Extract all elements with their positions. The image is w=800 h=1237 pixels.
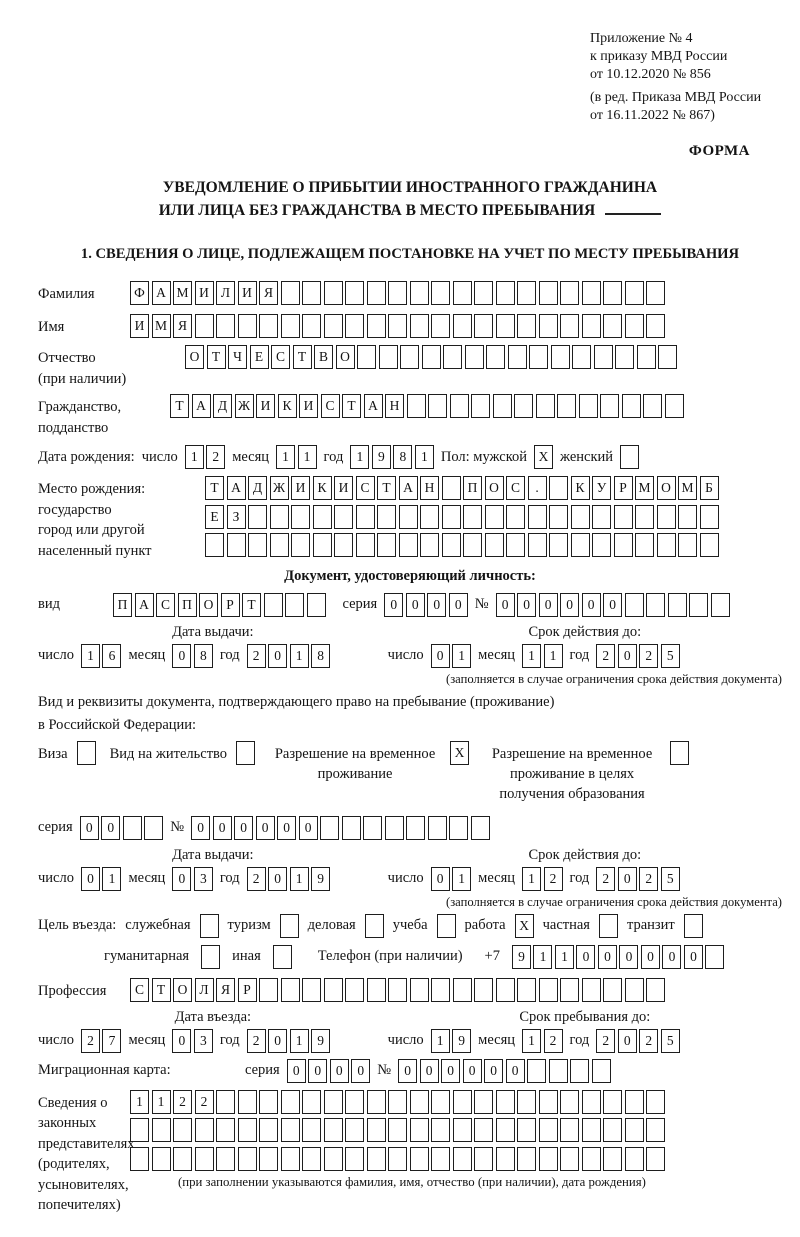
purpose-tourism-label: туризм xyxy=(227,917,271,933)
year-label: год xyxy=(569,647,590,663)
day-label: число xyxy=(387,647,424,663)
purpose-humanitarian-checkbox[interactable] xyxy=(201,945,220,969)
regulation-reference xyxy=(590,30,800,125)
identity-doc-row xyxy=(38,591,782,619)
regulation-line: (в ред. Приказа МВД России xyxy=(590,90,762,105)
doc-issue-year-input[interactable]: 2 0 1 8 xyxy=(247,644,331,668)
identity-doc-dates xyxy=(38,624,782,687)
temp-residence-label: Разрешение на временное проживание xyxy=(274,745,436,782)
purpose-work-label: работа xyxy=(464,917,506,933)
stay-until-heading: Срок пребывания до: xyxy=(519,1008,651,1025)
permit-issue-year-input[interactable]: 2 0 1 9 xyxy=(247,867,331,891)
doc-valid-month-input[interactable]: 1 1 xyxy=(522,644,563,668)
sex-female-label: женский xyxy=(560,448,614,465)
number-label: № xyxy=(474,596,489,612)
purpose-private-checkbox[interactable] xyxy=(599,914,618,938)
residence-permit-checkbox[interactable] xyxy=(236,741,255,765)
profession-input[interactable]: С Т О Л Я Р xyxy=(130,978,665,1002)
number-label: № xyxy=(377,1062,392,1078)
residence-permit-option xyxy=(110,741,255,765)
stay-until-block xyxy=(388,1009,782,1053)
birth-place-row1-input[interactable]: Т А Д Ж И К И С Т А Н П О С . К У Р М О М Б xyxy=(205,476,719,500)
temp-residence-option xyxy=(269,741,469,784)
permit-series-input[interactable]: 0 0 xyxy=(80,816,164,840)
purpose-study-checkbox[interactable] xyxy=(437,914,456,938)
purpose-other-checkbox[interactable] xyxy=(273,945,292,969)
profession-row xyxy=(38,976,782,1004)
permit-issue-month-input[interactable]: 0 3 xyxy=(172,867,213,891)
visa-label: Виза xyxy=(38,745,68,762)
entry-day-input[interactable]: 2 7 xyxy=(81,1029,122,1053)
number-label: № xyxy=(170,819,185,835)
temp-residence-checkbox[interactable]: X xyxy=(450,741,469,765)
title-underline xyxy=(605,201,661,215)
representatives-inputs xyxy=(130,1090,665,1191)
section-1-heading: 1. СВЕДЕНИЯ О ЛИЦЕ, ПОДЛЕЖАЩЕМ ПОСТАНОВКЕ НА УЧЕТ ПО МЕСТУ ПРЕБЫВАНИЯ xyxy=(80,246,740,262)
entry-purpose-row xyxy=(38,914,782,938)
birth-year-input[interactable]: 1 9 8 1 xyxy=(350,445,434,469)
stay-day-input[interactable]: 1 9 xyxy=(431,1029,472,1053)
purpose-tourism-checkbox[interactable] xyxy=(280,914,299,938)
residence-permit-label: Вид на жительство xyxy=(109,745,228,762)
visa-option xyxy=(38,741,96,765)
entry-year-input[interactable]: 2 0 1 9 xyxy=(247,1029,331,1053)
title-line-2: ИЛИ ЛИЦА БЕЗ ГРАЖДАНСТВА В МЕСТО ПРЕБЫВАНИЯ xyxy=(38,199,782,222)
year-label: год xyxy=(219,1032,240,1048)
day-label: число xyxy=(38,870,74,886)
permit-valid-day-input[interactable]: 0 1 xyxy=(431,867,472,891)
name-row xyxy=(38,312,782,340)
permit-valid-block xyxy=(388,847,782,910)
citizenship-label: Гражданство, подданство xyxy=(38,399,122,436)
doc-type-input[interactable]: П А С П О Р Т xyxy=(113,593,326,617)
temp-residence-education-checkbox[interactable] xyxy=(670,741,689,765)
purpose-transit-label: транзит xyxy=(626,917,675,933)
visa-checkbox[interactable] xyxy=(77,741,96,765)
regulation-line: от 10.12.2020 № 856 xyxy=(590,67,711,82)
phone-label: Телефон (при наличии) xyxy=(317,948,463,964)
profession-label: Профессия xyxy=(38,982,107,999)
surname-input[interactable]: Ф А М И Л И Я xyxy=(130,281,665,305)
entry-date-heading: Дата въезда: xyxy=(174,1008,252,1025)
series-label: серия xyxy=(245,1062,280,1078)
representatives-row1-input[interactable]: 1 1 2 2 xyxy=(130,1090,665,1114)
birth-place-inputs xyxy=(205,476,719,562)
month-label: месяц xyxy=(478,1032,515,1048)
migration-card-label: Миграционная карта: xyxy=(38,1062,171,1078)
patronymic-row xyxy=(38,345,782,389)
purpose-humanitarian-label: гуманитарная xyxy=(104,948,190,964)
stay-year-input[interactable]: 2 0 2 5 xyxy=(596,1029,680,1053)
year-label: год xyxy=(323,448,344,465)
birth-day-input[interactable]: 1 2 xyxy=(185,445,226,469)
migration-card-row xyxy=(38,1057,782,1085)
doc-issue-month-input[interactable]: 0 8 xyxy=(172,644,213,668)
phone-input[interactable]: 9 1 1 0 0 0 0 0 0 xyxy=(512,945,725,969)
birth-date-label: Дата рождения: xyxy=(38,448,135,465)
representatives-row2-input[interactable] xyxy=(130,1118,665,1142)
name-input[interactable]: И М Я xyxy=(130,314,665,338)
month-label: месяц xyxy=(128,1032,166,1048)
purpose-study-label: учеба xyxy=(392,917,428,933)
doc-series-input[interactable]: 0 0 0 0 xyxy=(384,593,468,617)
purpose-official-label: служебная xyxy=(125,917,191,933)
doc-issue-day-input[interactable]: 1 6 xyxy=(81,644,122,668)
identity-doc-heading: Документ, удостоверяющий личность: xyxy=(284,567,536,584)
birth-place-row xyxy=(38,476,782,562)
doc-valid-block xyxy=(388,624,782,687)
sex-male-checkbox[interactable]: X xyxy=(534,445,553,469)
month-label: месяц xyxy=(478,647,515,663)
day-label: число xyxy=(387,870,424,886)
day-label: число xyxy=(387,1032,424,1048)
birth-month-input[interactable]: 1 1 xyxy=(276,445,317,469)
patronymic-label: Отчество (при наличии) xyxy=(38,350,127,387)
month-label: месяц xyxy=(232,448,270,465)
name-label: Имя xyxy=(38,319,65,335)
entry-month-input[interactable]: 0 3 xyxy=(172,1029,213,1053)
permit-valid-year-input[interactable]: 2 0 2 5 xyxy=(596,867,680,891)
citizenship-input[interactable]: Т А Д Ж И К И С Т А Н xyxy=(170,394,684,418)
sex-female-checkbox[interactable] xyxy=(620,445,639,469)
day-label: число xyxy=(38,647,74,663)
issue-date-heading: Дата выдачи: xyxy=(172,846,254,863)
title-line-1: УВЕДОМЛЕНИЕ О ПРИБЫТИИ ИНОСТРАННОГО ГРАЖДАНИНА xyxy=(162,179,658,196)
series-label: серия xyxy=(342,596,378,612)
doc-valid-day-input[interactable]: 0 1 xyxy=(431,644,472,668)
purpose-business-checkbox[interactable] xyxy=(365,914,384,938)
regulation-line: от 16.11.2022 № 867) xyxy=(590,108,715,123)
regulation-line: к приказу МВД России xyxy=(590,49,728,64)
temp-residence-education-option xyxy=(483,741,689,804)
issue-date-heading: Дата выдачи: xyxy=(172,623,254,640)
purpose-work-checkbox[interactable]: X xyxy=(515,914,534,938)
day-label: число xyxy=(141,448,178,465)
permit-issue-block xyxy=(38,847,388,910)
year-label: год xyxy=(569,1032,590,1048)
entry-purpose-row-2 xyxy=(104,945,782,969)
month-label: месяц xyxy=(128,870,166,886)
birth-place-row2-input[interactable]: Е З xyxy=(205,505,719,529)
birth-date-row xyxy=(38,443,782,471)
entry-date-block xyxy=(38,1009,388,1053)
valid-note: (заполняется в случае ограничения срока действия документа) xyxy=(446,671,782,686)
purpose-transit-checkbox[interactable] xyxy=(684,914,703,938)
migration-number-input[interactable]: 0 0 0 0 0 0 xyxy=(398,1059,611,1083)
residence-doc-options xyxy=(38,741,782,804)
representatives-note: (при заполнении указываются фамилия, имя, отчество (при наличии), дата рождения) xyxy=(178,1175,646,1189)
birth-place-row3-input[interactable] xyxy=(205,533,719,557)
doc-number-input[interactable]: 0 0 0 0 0 0 xyxy=(496,593,730,617)
permit-issue-day-input[interactable]: 0 1 xyxy=(81,867,122,891)
valid-until-heading: Срок действия до: xyxy=(528,846,642,863)
valid-note: (заполняется в случае ограничения срока действия документа) xyxy=(446,894,782,909)
citizenship-row xyxy=(38,394,782,438)
year-label: год xyxy=(219,647,240,663)
entry-purpose-label: Цель въезда: xyxy=(38,917,117,933)
doc-valid-year-input[interactable]: 2 0 2 5 xyxy=(596,644,680,668)
month-label: месяц xyxy=(128,647,166,663)
migration-series-input[interactable]: 0 0 0 0 xyxy=(287,1059,371,1083)
entry-stay-dates xyxy=(38,1009,782,1053)
sex-male-label: Пол: мужской xyxy=(440,448,528,465)
doc-type-label: вид xyxy=(38,596,60,612)
representatives-row xyxy=(38,1090,782,1216)
month-label: месяц xyxy=(478,870,515,886)
purpose-private-label: частная xyxy=(542,917,590,933)
surname-row xyxy=(38,279,782,307)
stay-month-input[interactable]: 1 2 xyxy=(522,1029,563,1053)
valid-until-heading: Срок действия до: xyxy=(528,623,642,640)
birth-place-label: Место рождения: государство город или другой населенный пункт xyxy=(38,481,152,559)
doc-issue-block xyxy=(38,624,388,687)
permit-series-row xyxy=(38,814,782,842)
permit-valid-month-input[interactable]: 1 2 xyxy=(522,867,563,891)
day-label: число xyxy=(38,1032,74,1048)
year-label: год xyxy=(219,870,240,886)
residence-doc-intro: Вид и реквизиты документа, подтверждающего право на пребывание (проживание) в Российской Федерации: xyxy=(38,693,555,733)
temp-residence-education-label: Разрешение на временное проживание в целях получения образования xyxy=(491,745,653,802)
purpose-business-label: деловая xyxy=(307,917,356,933)
page-title xyxy=(38,176,782,222)
purpose-other-label: иная xyxy=(232,948,261,964)
form-label: ФОРМА xyxy=(688,143,750,159)
phone-prefix: +7 xyxy=(484,948,500,964)
permit-number-input[interactable]: 0 0 0 0 0 0 xyxy=(191,816,490,840)
series-label: серия xyxy=(38,819,73,835)
surname-label: Фамилия xyxy=(38,286,95,302)
representatives-row3-input[interactable] xyxy=(130,1147,665,1171)
regulation-line: Приложение № 4 xyxy=(590,31,693,46)
purpose-official-checkbox[interactable] xyxy=(200,914,219,938)
year-label: год xyxy=(569,870,590,886)
permit-dates xyxy=(38,847,782,910)
patronymic-input[interactable]: О Т Ч Е С Т В О xyxy=(185,345,677,369)
representatives-label: Сведения о законных представителях (родителях, усыновителях, попечителях) xyxy=(38,1094,135,1213)
